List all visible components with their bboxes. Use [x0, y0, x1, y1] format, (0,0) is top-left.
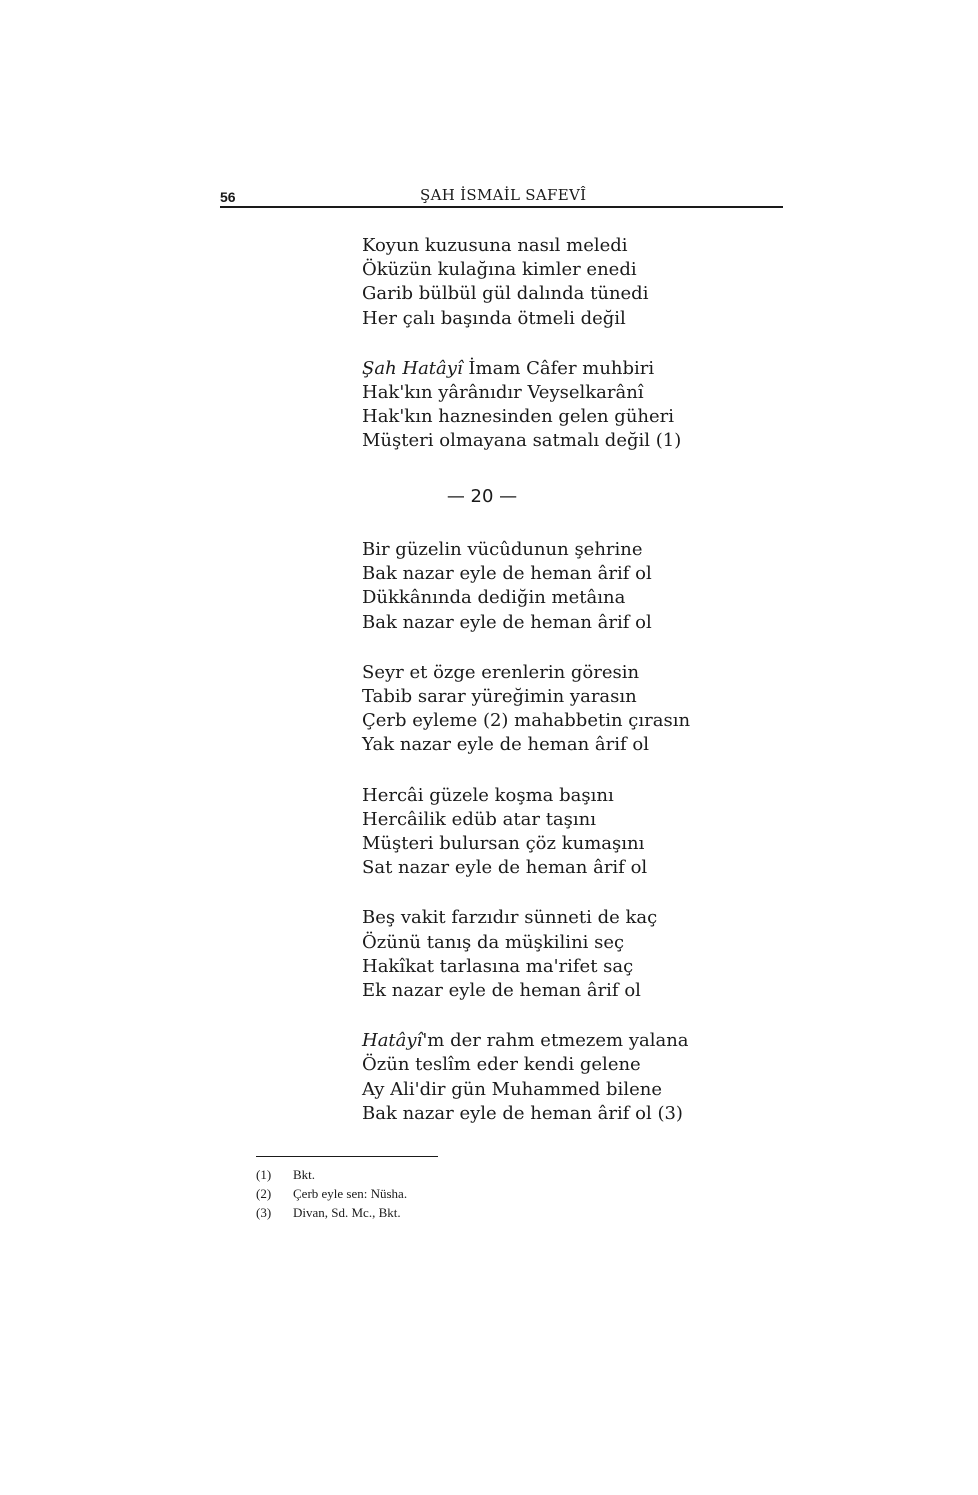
verse-line: Müşteri bulursan çöz kumaşını — [362, 833, 645, 855]
verse-line: Ay Ali'dir gün Muhammed bilene — [362, 1078, 662, 1100]
verse-line: Hercâilik edüb atar taşını — [362, 808, 597, 830]
footnote — [256, 1203, 407, 1222]
footnote-text: Bkt. — [293, 1167, 316, 1182]
verse-line: Hercâi güzele koşma başını — [362, 784, 614, 806]
verse-line-rest: 'm der rahm etmezem yalana — [422, 1030, 689, 1052]
footnote-mark: (3) — [256, 1205, 272, 1220]
verse-line: Beş vakit farzıdır sünneti de kaç — [362, 907, 658, 929]
footnote — [256, 1165, 407, 1184]
verse-line: Koyun kuzusuna nasıl meledi — [362, 235, 628, 256]
poem-number-heading: — 20 — — [446, 486, 518, 507]
verse-line: Ek nazar eyle de heman ârif ol — [362, 980, 641, 1002]
stanza — [362, 234, 782, 331]
footnote-text: Divan, Sd. Mc., Bkt. — [293, 1205, 401, 1220]
poem-19-continuation — [362, 234, 782, 480]
verse-line: Hak'kın yârânıdır Veyselkarânî — [362, 382, 644, 404]
verse-line: Bak nazar eyle de heman ârif ol — [362, 563, 652, 585]
stanza — [362, 784, 782, 881]
verse-line: Tabib sarar yüreğimin yarasın — [362, 686, 637, 708]
footnote-mark: (2) — [256, 1186, 272, 1201]
footnote-rule — [256, 1156, 438, 1157]
footnote-mark: (1) — [256, 1167, 272, 1182]
verse-line — [362, 357, 782, 381]
verse-line: Özünü tanış da müşkilini seç — [362, 931, 625, 953]
verse-line: Her çalı başında ötmeli değil — [362, 307, 626, 329]
verse-line: Bak nazar eyle de heman ârif ol — [362, 611, 652, 633]
verse-line: Garib bülbül gül dalında tünedi — [362, 283, 649, 305]
verse-line: Seyr et özge erenlerin göresin — [362, 661, 640, 683]
verse-line: Hak'kın haznesinden gelen güheri — [362, 406, 675, 428]
poet-name: Hatâyî — [362, 1030, 423, 1052]
verse-line: Dükkânında dediğin metâına — [362, 587, 626, 609]
poem-20 — [362, 538, 782, 1152]
verse-line: Yak nazar eyle de heman ârif ol — [362, 734, 649, 756]
verse-line: Bak nazar eyle de heman ârif ol (3) — [362, 1102, 683, 1124]
stanza — [362, 357, 782, 454]
stanza — [362, 906, 782, 1003]
page-number: 56 — [220, 189, 236, 205]
footnotes — [256, 1165, 407, 1222]
verse-line: Öküzün kulağına kimler enedi — [362, 259, 637, 281]
footnote — [256, 1184, 407, 1203]
stanza — [362, 538, 782, 635]
stanza — [362, 661, 782, 758]
verse-line: Hakîkat tarlasına ma'rifet saç — [362, 955, 634, 977]
verse-line: Özün teslîm eder kendi gelene — [362, 1054, 641, 1076]
verse-line: Müşteri olmayana satmalı değil (1) — [362, 430, 682, 452]
verse-line: Bir güzelin vücûdunun şehrine — [362, 539, 643, 560]
verse-line-rest: İmam Câfer muhbiri — [462, 357, 655, 379]
verse-line — [362, 1029, 782, 1053]
stanza — [362, 1029, 782, 1126]
running-head: ŞAH İSMAİL SAFEVÎ — [420, 186, 587, 204]
verse-line: Sat nazar eyle de heman ârif ol — [362, 857, 648, 879]
poet-name: Şah Hatâyî — [362, 357, 463, 379]
footnote-text: Çerb eyle sen: Nüsha. — [293, 1186, 408, 1201]
header-rule — [220, 206, 783, 208]
verse-line: Çerb eyleme (2) mahabbetin çırasın — [362, 710, 691, 732]
